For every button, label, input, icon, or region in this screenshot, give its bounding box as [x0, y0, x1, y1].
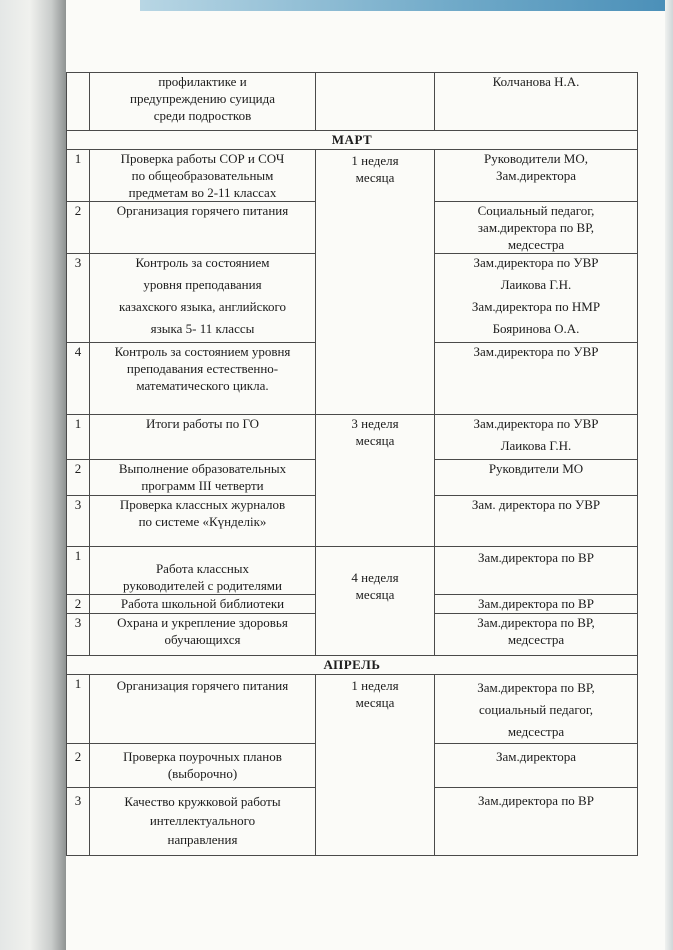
- responsible-line: Бояринова О.А.: [492, 321, 580, 336]
- week-label: месяца: [355, 433, 395, 448]
- task-line: казахского языка, английского: [118, 299, 287, 314]
- task-cell: [90, 150, 316, 202]
- task-cell: [90, 254, 316, 343]
- task-cell: [90, 496, 316, 547]
- task-cell: [90, 675, 316, 744]
- page-right-edge: [665, 0, 673, 950]
- task-line: Выполнение образовательных: [118, 461, 287, 476]
- month-heading-april: АПРЕЛЬ: [67, 656, 638, 675]
- responsible-line: Зам.директора по НМР: [471, 299, 601, 314]
- page-binding-shadow: [0, 0, 66, 950]
- responsible-line: Зам.директора по ВР: [478, 550, 594, 565]
- task-cell: [90, 788, 316, 856]
- month-row: [67, 656, 638, 675]
- responsible-line: медсестра: [507, 724, 565, 739]
- responsible-cell: [435, 595, 638, 614]
- responsible-line: Руководители МО,: [484, 151, 588, 166]
- row-number: 2: [67, 744, 90, 788]
- row-number: 3: [67, 254, 90, 343]
- table-row: [67, 547, 638, 595]
- task-line: Проверка поурочных планов: [123, 749, 282, 764]
- task-line: по системе «Күнделік»: [138, 514, 267, 529]
- task-cell: [90, 460, 316, 496]
- row-number: 2: [67, 595, 90, 614]
- row-number: 3: [67, 496, 90, 547]
- responsible-line: Зам.директора по ВР: [478, 596, 594, 611]
- row-number: 1: [67, 150, 90, 202]
- task-line: Организация горячего питания: [116, 678, 289, 693]
- task-line: Проверка работы СОР и СОЧ: [120, 151, 285, 166]
- task-cell: [90, 614, 316, 656]
- responsible-line: Социальный педагог,: [477, 203, 595, 218]
- responsible-cell: [435, 788, 638, 856]
- task-line: математического цикла.: [136, 378, 269, 393]
- task-cell: [90, 744, 316, 788]
- row-number: 2: [67, 202, 90, 254]
- row-number: 4: [67, 343, 90, 415]
- task-line: программ III четверти: [141, 478, 264, 493]
- responsible-line: Зам.директора по ВР: [478, 793, 594, 808]
- responsible-cell: [435, 202, 638, 254]
- task-line: интеллектуального: [149, 813, 256, 828]
- task-line: Охрана и укрепление здоровья: [117, 615, 288, 630]
- task-line: Итоги работы по ГО: [145, 416, 260, 431]
- task-line: Организация горячего питания: [116, 203, 289, 218]
- top-color-strip: [140, 0, 673, 11]
- task-line: Контроль за состоянием уровня: [114, 344, 291, 359]
- responsible-cell: [435, 460, 638, 496]
- week-label: месяца: [355, 695, 395, 710]
- table-row: [67, 675, 638, 744]
- week-cell: [316, 150, 435, 415]
- responsible-cell: [435, 547, 638, 595]
- task-line: руководителей с родителями: [123, 578, 282, 593]
- responsible-line: зам.директора по ВР,: [477, 220, 595, 235]
- table-row: [67, 73, 638, 131]
- responsible-cell: [435, 73, 638, 131]
- task-line: (выборочно): [167, 766, 238, 781]
- task-line: Контроль за состоянием: [135, 255, 270, 270]
- week-label: месяца: [355, 170, 395, 185]
- responsible-line: Руковдители МО: [488, 461, 584, 476]
- responsible-line: медсестра: [507, 632, 565, 647]
- week-label: 1 неделя: [351, 678, 399, 693]
- week-cell: [316, 73, 435, 131]
- row-number: 1: [67, 675, 90, 744]
- row-number: 1: [67, 415, 90, 460]
- task-line: языка 5- 11 классы: [150, 321, 255, 336]
- task-line: обучающихся: [164, 632, 241, 647]
- task-line: по общеобразовательным: [131, 168, 274, 183]
- task-line: Проверка классных журналов: [119, 497, 286, 512]
- responsible-cell: [435, 614, 638, 656]
- responsible-line: Зам.директора по ВР,: [477, 680, 595, 695]
- responsible-line: социальный педагог,: [479, 702, 593, 717]
- row-number: 1: [67, 547, 90, 595]
- table-row: [67, 150, 638, 202]
- week-cell: [316, 415, 435, 547]
- task-line: профилактике и: [158, 74, 247, 89]
- responsible-line: Лаикова Г.Н.: [500, 277, 572, 292]
- task-cell: [90, 595, 316, 614]
- responsible-cell: [435, 254, 638, 343]
- task-line: Работа школьной библиотеки: [120, 596, 285, 611]
- month-heading-march: МАРТ: [67, 131, 638, 150]
- week-cell: [316, 675, 435, 856]
- row-number-cell: [67, 73, 90, 131]
- week-label: месяца: [355, 587, 395, 602]
- responsible-line: Зам.директора по ВР,: [477, 615, 595, 630]
- week-label: 4 неделя: [351, 570, 399, 585]
- row-number: 3: [67, 788, 90, 856]
- responsible-cell: [435, 415, 638, 460]
- responsible-line: Колчанова Н.А.: [492, 74, 580, 89]
- table-row: [67, 415, 638, 460]
- month-row: [67, 131, 638, 150]
- responsible-cell: [435, 150, 638, 202]
- week-label: 3 неделя: [351, 416, 399, 431]
- row-number: 3: [67, 614, 90, 656]
- responsible-line: Зам.директора: [495, 749, 577, 764]
- task-line: предметам во 2-11 классах: [128, 185, 277, 200]
- responsible-cell: [435, 496, 638, 547]
- task-line: предупреждению суицида: [130, 91, 275, 106]
- responsible-line: Зам.директора по УВР: [473, 255, 599, 270]
- task-cell: [90, 343, 316, 415]
- task-cell: [90, 547, 316, 595]
- responsible-line: Зам.директора по УВР: [473, 344, 599, 359]
- task-line: уровня преподавания: [143, 277, 262, 292]
- task-cell: [90, 202, 316, 254]
- task-line: направления: [167, 832, 238, 847]
- task-cell: [90, 415, 316, 460]
- responsible-line: Зам.директора по УВР: [473, 416, 599, 431]
- task-line: Качество кружковой работы: [124, 794, 281, 809]
- week-cell: [316, 547, 435, 656]
- work-plan-table: [66, 72, 638, 856]
- responsible-cell: [435, 343, 638, 415]
- responsible-cell: [435, 744, 638, 788]
- row-number: 2: [67, 460, 90, 496]
- week-label: 1 неделя: [351, 153, 399, 168]
- responsible-line: медсестра: [507, 237, 565, 252]
- responsible-cell: [435, 675, 638, 744]
- task-line: преподавания естественно-: [126, 361, 279, 376]
- responsible-line: Зам. директора по УВР: [471, 497, 601, 512]
- task-line: среди подростков: [153, 108, 252, 123]
- task-line: Работа классных: [155, 561, 250, 576]
- responsible-line: Зам.директора: [495, 168, 577, 183]
- task-cell: [90, 73, 316, 131]
- responsible-line: Лаикова Г.Н.: [500, 438, 572, 453]
